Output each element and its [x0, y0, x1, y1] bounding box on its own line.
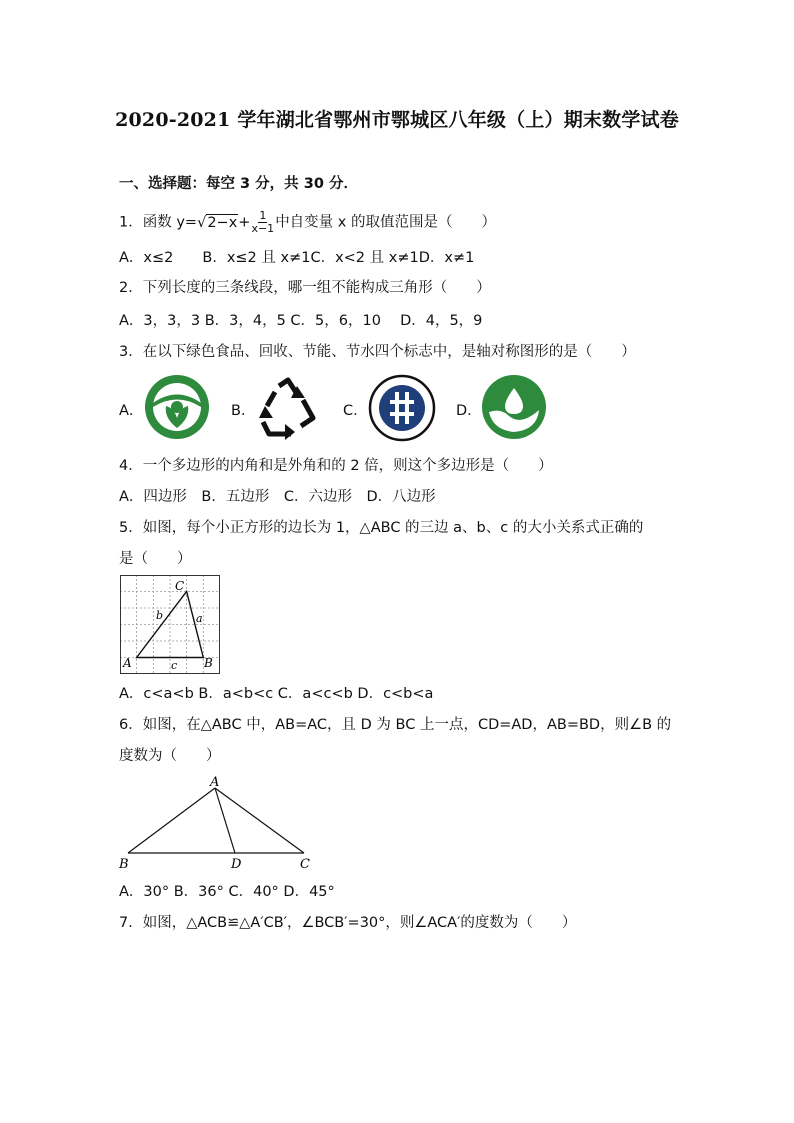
- q1-prefix: 1．函数 y=: [119, 214, 198, 231]
- q3-label-c: C．: [343, 403, 368, 419]
- label-vertex-b: B: [204, 656, 213, 670]
- label-side-c: c: [171, 659, 178, 672]
- label-vertex-b: B: [119, 857, 129, 870]
- label-vertex-c: C: [300, 857, 310, 870]
- label-vertex-a: A: [210, 776, 220, 790]
- q1-frac-den: x−1: [251, 222, 275, 235]
- question-4-stem: 4．一个多边形的内角和是外角和的 2 倍，则这个多边形是（ ）: [119, 458, 553, 474]
- question-6-options: A．30° B．36° C．40° D．45°: [119, 884, 335, 900]
- question-5-stem-cont: 是（ ）: [119, 551, 192, 567]
- q1-plus: +: [238, 214, 251, 231]
- recycle-icon: [255, 376, 321, 440]
- question-1-options: A．x≤2 B．x≤2 且 x≠1C．x<2 且 x≠1D．x≠1: [119, 250, 475, 266]
- water-saving-icon: [481, 374, 547, 440]
- question-7-stem: 7．如图，△ACB≌△A′CB′，∠BCB′=30°，则∠ACA′的度数为（ ）: [119, 915, 577, 931]
- triangle-figure: [118, 776, 314, 870]
- question-1-stem: [119, 210, 496, 235]
- grid-triangle-figure: [120, 575, 222, 675]
- label-vertex-d: D: [231, 857, 242, 870]
- label-side-b: b: [156, 609, 164, 622]
- green-food-icon: [144, 374, 210, 440]
- q1-radicand: 2−x: [207, 214, 238, 231]
- q1-suffix: 中自变量 x 的取值范围是（ ）: [275, 214, 496, 231]
- label-side-a: a: [196, 612, 203, 625]
- sqrt-expression: √2−x: [197, 214, 238, 231]
- section-heading: 一、选择题：每空 3 分，共 30 分．: [119, 176, 358, 192]
- question-4-options: A．四边形 B．五边形 C．六边形 D．八边形: [119, 489, 436, 505]
- q3-label-d: D．: [456, 403, 482, 419]
- question-6-stem: 6．如图，在△ABC 中，AB=AC，且 D 为 BC 上一点，CD=AD，AB=BD，则∠B 的: [119, 717, 672, 733]
- q3-label-b: B．: [231, 403, 256, 419]
- question-2-stem: 2．下列长度的三条线段，哪一组不能构成三角形（ ）: [119, 280, 491, 296]
- q1-frac-num: 1: [259, 209, 267, 222]
- page-title: 2020-2021 学年湖北省鄂州市鄂城区八年级（上）期末数学试卷: [115, 109, 679, 131]
- label-vertex-c: C: [175, 579, 185, 593]
- label-vertex-a: A: [123, 656, 132, 670]
- question-6-stem-cont: 度数为（ ）: [119, 748, 221, 764]
- question-5-options: A．c<a<b B．a<b<c C．a<c<b D．c<b<a: [119, 686, 434, 702]
- q3-label-a: A．: [119, 403, 144, 419]
- question-5-stem: 5．如图，每个小正方形的边长为 1，△ABC 的三边 a、b、c 的大小关系式正确的: [119, 520, 644, 536]
- fraction: [251, 210, 274, 235]
- question-2-options: A．3，3，3 B．3，4，5 C．5，6，10 D．4，5，9: [119, 313, 483, 329]
- question-3-stem: 3．在以下绿色食品、回收、节能、节水四个标志中，是轴对称图形的是（ ）: [119, 344, 636, 360]
- energy-saving-icon: [368, 374, 436, 442]
